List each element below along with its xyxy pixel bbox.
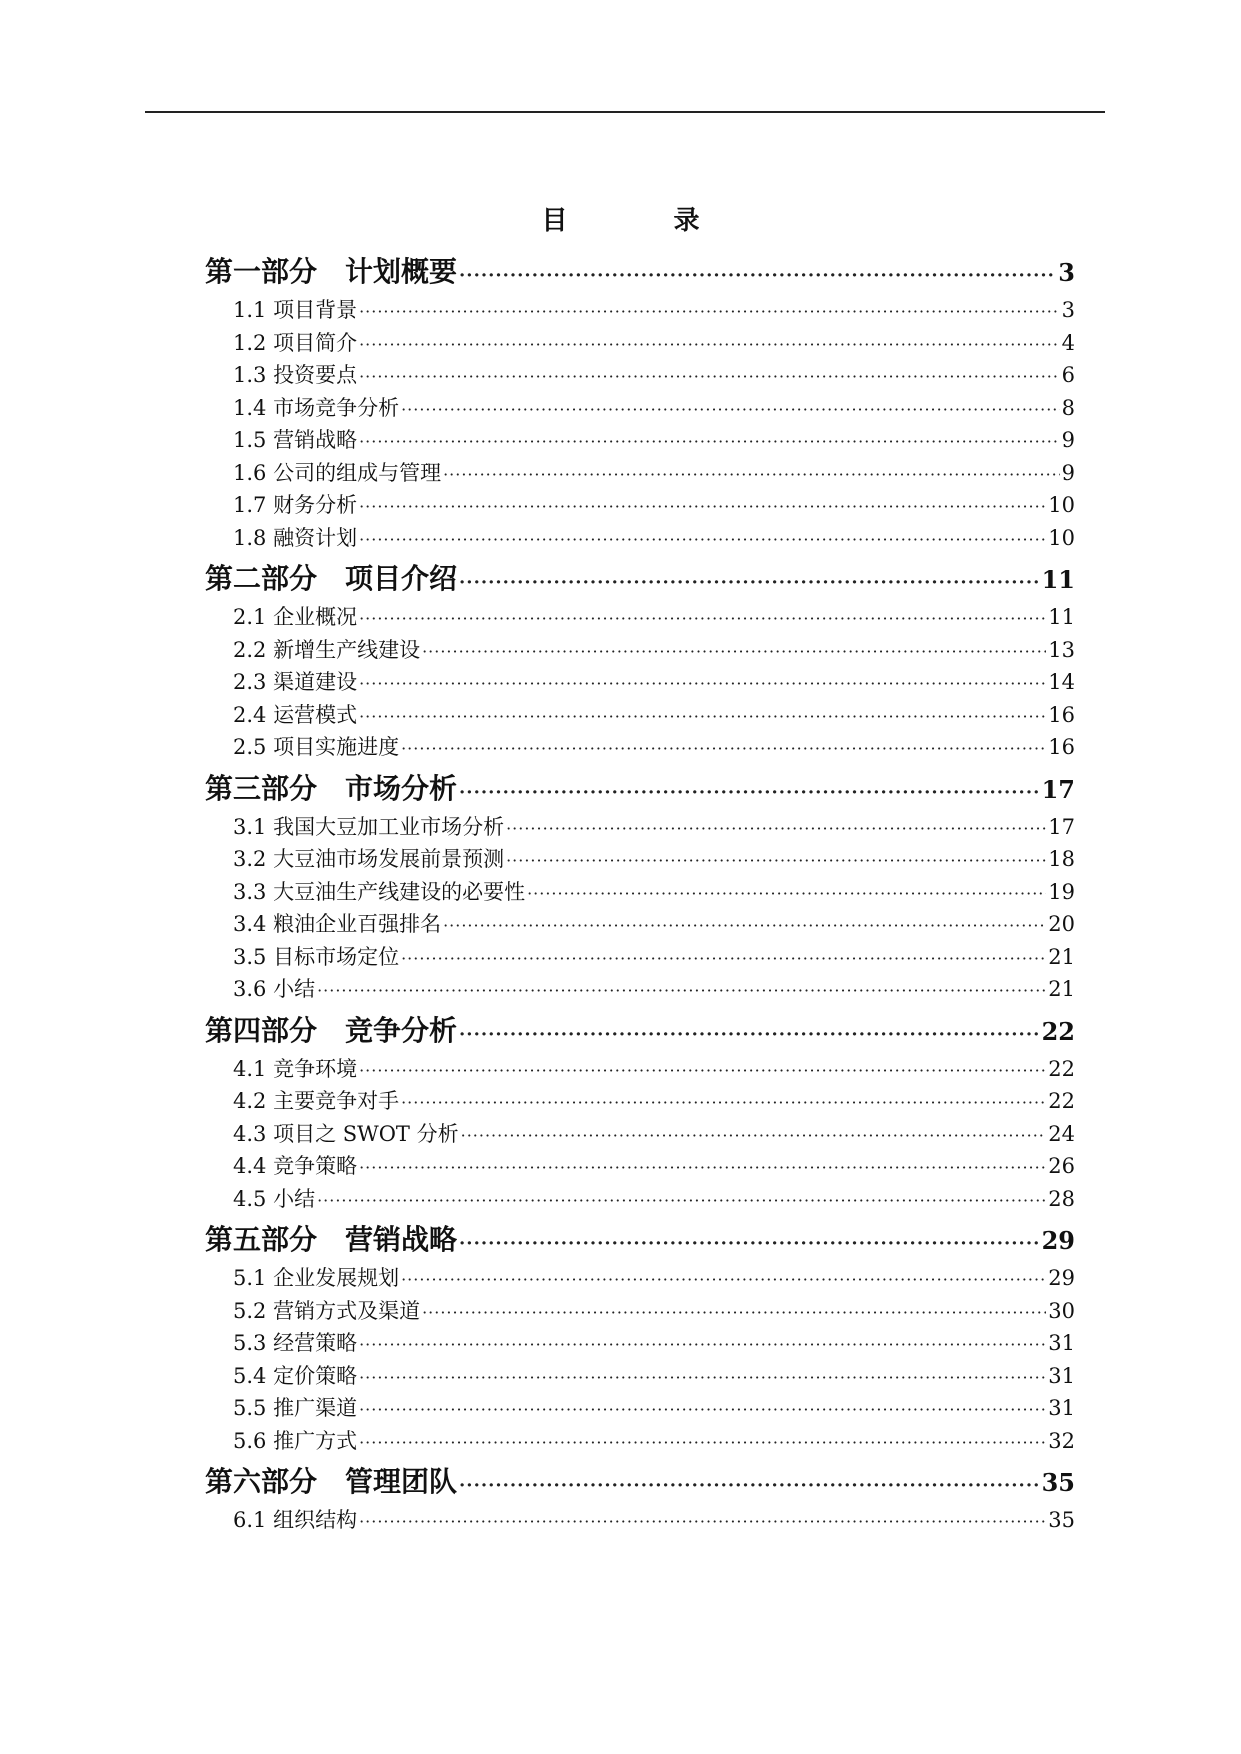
toc-part-title: 计划概要 [345, 255, 458, 288]
toc-section-page-number: 9 [1061, 428, 1075, 452]
toc-section-entry[interactable] [205, 1183, 1075, 1216]
toc-section-label: 5.4 定价策略 [233, 1363, 358, 1388]
toc-part-group [205, 556, 1075, 764]
toc-section-label: 5.2 营销方式及渠道 [233, 1298, 421, 1323]
toc-section-entry[interactable] [205, 489, 1075, 522]
toc-section-page-number: 3 [1061, 298, 1075, 322]
toc-leader-dots [359, 296, 1060, 329]
toc-leader-dots [401, 733, 1046, 766]
toc-section-entry[interactable] [205, 457, 1075, 490]
toc-part-group [205, 249, 1075, 554]
toc-leader-dots [459, 1221, 1040, 1266]
header-rule [145, 111, 1105, 113]
toc-leader-dots [359, 1506, 1046, 1539]
toc-section-entry[interactable] [205, 1327, 1075, 1360]
toc-part-number: 第一部分 [205, 255, 318, 288]
toc-leader-dots [422, 1297, 1046, 1330]
toc-leader-dots [359, 426, 1060, 459]
toc-leader-dots [359, 524, 1046, 557]
toc-part-group [205, 1217, 1075, 1457]
toc-section-page-number: 24 [1048, 1121, 1075, 1146]
toc-leader-dots [459, 560, 1040, 605]
toc-part-page-number: 17 [1041, 774, 1075, 804]
toc-section-page-number: 28 [1048, 1186, 1075, 1211]
toc-leader-dots [459, 1012, 1040, 1057]
toc-section-entry[interactable] [205, 294, 1075, 327]
toc-section-label: 4.4 竞争策略 [233, 1154, 358, 1178]
toc-leader-dots [359, 361, 1060, 394]
toc-section-page-number: 6 [1061, 363, 1075, 387]
toc-leader-dots [401, 1264, 1046, 1297]
toc-leader-dots [506, 813, 1046, 846]
toc-section-page-number: 21 [1048, 977, 1075, 1001]
toc-section-page-number: 22 [1048, 1056, 1075, 1081]
toc-leader-dots [359, 668, 1046, 701]
toc-leader-dots [359, 1427, 1046, 1460]
toc-section-page-number: 29 [1048, 1266, 1075, 1290]
toc-leader-dots [527, 878, 1046, 911]
toc-part-title: 管理团队 [345, 1465, 458, 1498]
toc-section-page-number: 35 [1048, 1508, 1075, 1532]
toc-leader-dots [422, 636, 1046, 669]
toc-section-label: 5.3 经营策略 [233, 1331, 358, 1355]
toc-part-number: 第六部分 [205, 1465, 318, 1498]
toc-leader-dots [359, 701, 1046, 734]
toc-leader-dots [461, 1120, 1047, 1153]
toc-section-page-number: 22 [1048, 1089, 1075, 1113]
toc-section-label: 3.1 我国大豆加工业市场分析 [233, 814, 505, 839]
toc-section-entry[interactable] [205, 601, 1075, 634]
toc-section-entry[interactable] [205, 1118, 1075, 1151]
toc-section-page-number: 17 [1048, 814, 1075, 839]
toc-leader-dots [459, 253, 1056, 298]
toc-section-page-number: 10 [1048, 493, 1075, 517]
toc-leader-dots [359, 329, 1060, 362]
toc-section-label: 4.5 小结 [233, 1186, 316, 1211]
toc-part-entry[interactable] [205, 1459, 1075, 1504]
toc-section-page-number: 21 [1048, 944, 1075, 969]
toc-section-label: 3.2 大豆油市场发展前景预测 [233, 847, 505, 871]
toc-leader-dots [359, 1152, 1046, 1185]
toc-section-entry[interactable] [205, 634, 1075, 667]
toc-section-label: 3.3 大豆油生产线建设的必要性 [233, 879, 526, 904]
toc-part-entry[interactable] [205, 766, 1075, 811]
toc-section-page-number: 32 [1048, 1428, 1075, 1453]
toc-part-group [205, 1008, 1075, 1216]
toc-section-label: 1.3 投资要点 [233, 363, 358, 387]
toc-leader-dots [401, 1087, 1046, 1120]
toc-section-entry[interactable] [205, 424, 1075, 457]
toc-section-entry[interactable] [205, 327, 1075, 360]
toc-part-label [205, 1008, 457, 1053]
toc-part-number: 第三部分 [205, 771, 318, 805]
toc-part-label [205, 1459, 457, 1504]
toc-section-entry[interactable] [205, 1085, 1075, 1118]
toc-section-entry[interactable] [205, 699, 1075, 732]
toc-section-entry[interactable] [205, 731, 1075, 764]
toc-section-label: 1.8 融资计划 [233, 525, 358, 550]
toc-section-page-number: 18 [1048, 847, 1075, 871]
toc-section-label: 5.1 企业发展规划 [233, 1266, 400, 1290]
toc-part-label [205, 766, 457, 811]
toc-part-title: 市场分析 [345, 771, 458, 805]
toc-section-label: 2.4 运营模式 [233, 702, 358, 727]
toc-leader-dots [443, 459, 1060, 492]
toc-part-label [205, 1217, 457, 1262]
toc-part-title: 竞争分析 [345, 1013, 458, 1047]
toc-section-page-number: 16 [1048, 735, 1075, 759]
toc-section-label: 1.7 财务分析 [233, 493, 358, 517]
toc-section-label: 5.5 推广渠道 [233, 1396, 358, 1420]
toc-section-label: 4.3 项目之 SWOT 分析 [233, 1121, 459, 1146]
toc-section-entry[interactable] [205, 666, 1075, 699]
toc-section-entry[interactable] [205, 1150, 1075, 1183]
toc-leader-dots [359, 603, 1046, 636]
toc-part-entry[interactable] [205, 556, 1075, 601]
toc-section-page-number: 31 [1048, 1363, 1075, 1388]
toc-part-number: 第五部分 [205, 1223, 318, 1256]
toc-section-entry[interactable] [205, 876, 1075, 909]
toc-leader-dots [359, 491, 1046, 524]
toc-leader-dots [359, 1394, 1046, 1427]
toc-leader-dots [359, 1329, 1046, 1362]
toc-part-label [205, 556, 457, 601]
toc-leader-dots [401, 394, 1060, 427]
toc-section-page-number: 10 [1048, 525, 1075, 550]
toc-section-label: 1.6 公司的组成与管理 [233, 460, 442, 485]
toc-section-page-number: 30 [1048, 1298, 1075, 1323]
toc-section-page-number: 4 [1061, 330, 1075, 355]
toc-section-entry[interactable] [205, 941, 1075, 974]
toc-section-page-number: 31 [1048, 1331, 1075, 1355]
toc-part-number: 第二部分 [205, 562, 318, 595]
toc-section-entry[interactable] [205, 1360, 1075, 1393]
toc-title: 目 录 [541, 206, 740, 236]
toc-part-label [205, 249, 457, 294]
toc-part-page-number: 29 [1041, 1226, 1075, 1255]
toc-section-label: 2.1 企业概况 [233, 605, 358, 629]
toc-section-entry[interactable] [205, 359, 1075, 392]
toc-section-entry[interactable] [205, 973, 1075, 1006]
toc-section-page-number: 8 [1061, 395, 1075, 420]
toc-section-entry[interactable] [205, 1295, 1075, 1328]
toc-section-entry[interactable] [205, 1425, 1075, 1458]
toc-section-label: 2.2 新增生产线建设 [233, 637, 421, 662]
toc-part-page-number: 22 [1041, 1016, 1075, 1046]
toc-section-label: 1.4 市场竞争分析 [233, 395, 400, 420]
toc-section-page-number: 13 [1048, 637, 1075, 662]
toc-part-group [205, 766, 1075, 1006]
toc-section-entry[interactable] [205, 1392, 1075, 1425]
toc-section-entry[interactable] [205, 1504, 1075, 1537]
toc-part-title: 营销战略 [345, 1223, 458, 1256]
toc-section-label: 6.1 组织结构 [233, 1508, 358, 1532]
toc-part-group [205, 1459, 1075, 1537]
toc-section-entry[interactable] [205, 1262, 1075, 1295]
toc-leader-dots [459, 770, 1040, 815]
toc-section-label: 3.4 粮油企业百强排名 [233, 912, 442, 936]
toc-section-entry[interactable] [205, 811, 1075, 844]
table-of-contents [205, 248, 1075, 1539]
toc-part-page-number: 3 [1058, 258, 1075, 287]
toc-section-label: 2.3 渠道建设 [233, 670, 358, 694]
toc-section-entry[interactable] [205, 1053, 1075, 1086]
toc-leader-dots [401, 943, 1046, 976]
toc-part-entry[interactable] [205, 1008, 1075, 1053]
toc-section-entry[interactable] [205, 522, 1075, 555]
toc-section-label: 1.1 项目背景 [233, 298, 358, 322]
toc-leader-dots [317, 1185, 1046, 1218]
toc-section-entry[interactable] [205, 392, 1075, 425]
toc-section-label: 3.5 目标市场定位 [233, 944, 400, 969]
toc-leader-dots [459, 1463, 1040, 1508]
toc-section-page-number: 16 [1048, 702, 1075, 727]
toc-leader-dots [443, 910, 1046, 943]
toc-section-label: 3.6 小结 [233, 977, 316, 1001]
toc-section-page-number: 9 [1061, 460, 1075, 485]
toc-part-entry[interactable] [205, 249, 1075, 294]
toc-section-label: 1.2 项目简介 [233, 330, 358, 355]
toc-section-label: 4.2 主要竞争对手 [233, 1089, 400, 1113]
toc-part-page-number: 11 [1041, 565, 1075, 594]
toc-section-page-number: 11 [1048, 605, 1075, 629]
toc-leader-dots [359, 1055, 1046, 1088]
toc-part-title: 项目介绍 [345, 562, 458, 595]
toc-leader-dots [359, 1362, 1046, 1395]
toc-leader-dots [506, 845, 1046, 878]
toc-section-page-number: 19 [1048, 879, 1075, 904]
toc-section-entry[interactable] [205, 843, 1075, 876]
toc-part-page-number: 35 [1041, 1468, 1075, 1497]
toc-section-entry[interactable] [205, 908, 1075, 941]
toc-section-page-number: 14 [1048, 670, 1075, 694]
toc-section-page-number: 26 [1048, 1154, 1075, 1178]
toc-section-page-number: 31 [1048, 1396, 1075, 1420]
toc-part-entry[interactable] [205, 1217, 1075, 1262]
toc-leader-dots [317, 975, 1046, 1008]
toc-section-label: 2.5 项目实施进度 [233, 735, 400, 759]
toc-section-label: 5.6 推广方式 [233, 1428, 358, 1453]
toc-section-label: 1.5 营销战略 [233, 428, 358, 452]
toc-section-label: 4.1 竞争环境 [233, 1056, 358, 1081]
toc-section-page-number: 20 [1048, 912, 1075, 936]
toc-part-number: 第四部分 [205, 1013, 318, 1047]
